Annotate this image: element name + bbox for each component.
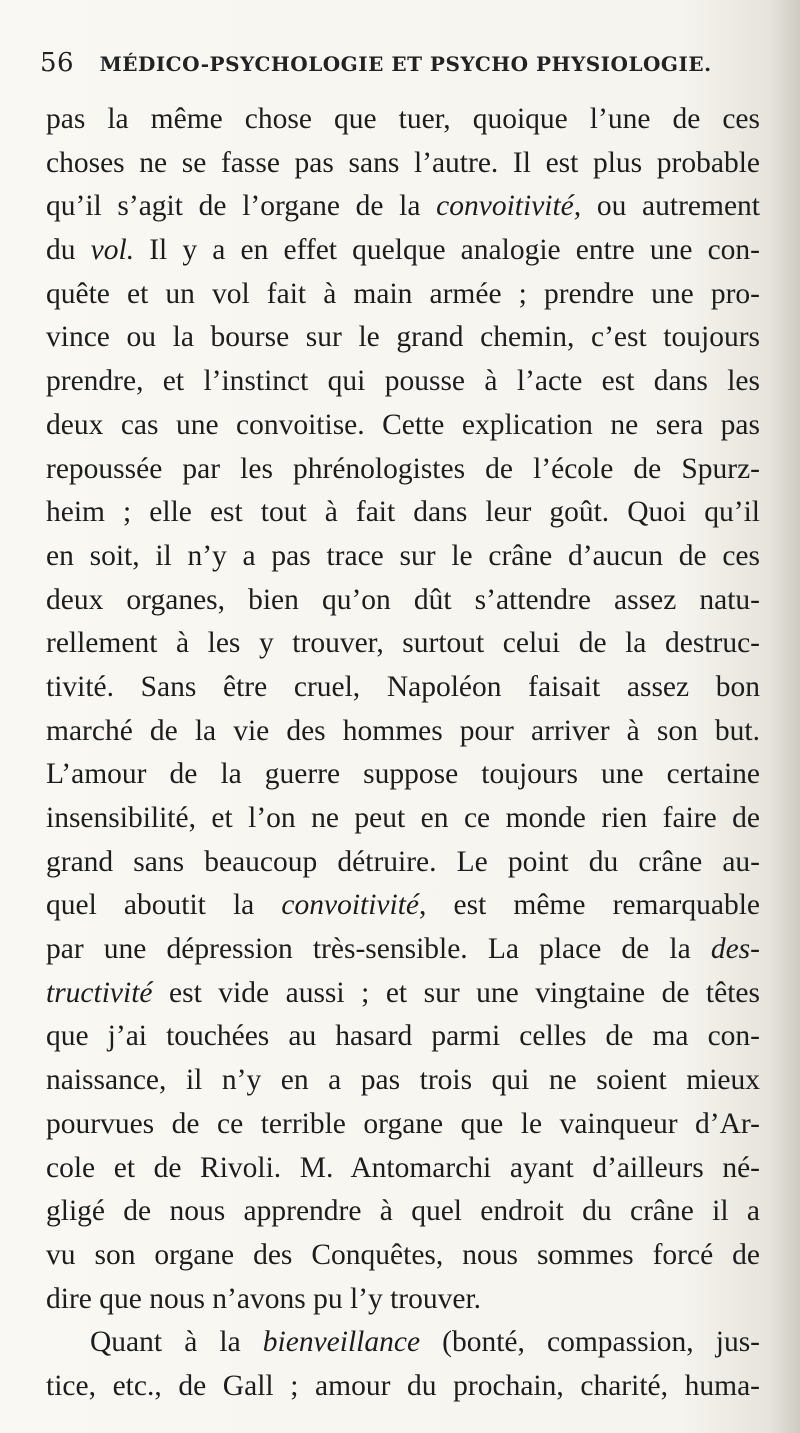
page-header <box>40 48 760 78</box>
running-title: MÉDICO-PSYCHOLOGIE ET PSYCHO PHYSIOLOGIE. <box>99 52 712 76</box>
text-line: marché de la vie des hommes pour arriver à son but. <box>46 714 760 747</box>
text-line: tructivité est vide aussi ; et sur une vingtaine de têtes <box>46 976 760 1009</box>
text-line: vince ou la bourse sur le grand chemin, c’est toujours <box>46 321 760 354</box>
text-line: L’amour de la guerre suppose toujours une certaine <box>46 758 760 791</box>
text-line: par une dépression très-sensible. La place de la des- <box>46 933 760 966</box>
text-line: choses ne se fasse pas sans l’autre. Il est plus probable <box>46 146 760 179</box>
text-line: vu son organe des Conquêtes, nous sommes forcé de <box>46 1238 760 1271</box>
text-line: grand sans beaucoup détruire. Le point du crâne au- <box>46 845 760 878</box>
text-line: tice, etc., de Gall ; amour du prochain, charité, huma- <box>46 1369 760 1402</box>
text-line: quel aboutit la convoitivité, est même remarquable <box>46 889 761 922</box>
text-line: en soit, il n’y a pas trace sur le crâne d’aucun de ces <box>46 539 760 572</box>
text-line: repoussée par les phrénologistes de l’école de Spurz- <box>46 452 760 485</box>
text-line: cole et de Rivoli. M. Antomarchi ayant d’ailleurs né- <box>46 1151 760 1184</box>
text-line: gligé de nous apprendre à quel endroit du crâne il a <box>46 1195 760 1228</box>
paragraph-end-line: dire que nous n’avons pu l’y trouver. <box>46 1282 482 1315</box>
text-line: tivité. Sans être cruel, Napoléon faisait assez bon <box>46 670 760 703</box>
text-line: heim ; elle est tout à fait dans leur goût. Quoi qu’il <box>46 496 760 529</box>
text-line: naissance, il n’y en a pas trois qui ne soient mieux <box>46 1064 760 1097</box>
text-line: que j’ai touchées au hasard parmi celles de ma con- <box>46 1020 760 1053</box>
text-line: rellement à les y trouver, surtout celui de la destruc- <box>46 627 760 660</box>
paragraph-start-line: Quant à la bienveillance (bonté, compassion, jus- <box>90 1326 760 1359</box>
text-line: qu’il s’agit de l’organe de la convoitivité, ou autrement <box>46 190 760 223</box>
text-line: deux cas une convoitise. Cette explication ne sera pas <box>46 408 760 441</box>
page-number: 56 <box>40 48 75 78</box>
text-line: du vol. Il y a en effet quelque analogie entre une con- <box>46 234 761 267</box>
text-line: pourvues de ce terrible organe que le vainqueur d’Ar- <box>46 1107 760 1140</box>
text-line: deux organes, bien qu’on dût s’attendre assez natu- <box>46 583 760 616</box>
text-line: insensibilité, et l’on ne peut en ce monde rien faire de <box>46 802 760 834</box>
body-text <box>46 98 760 1409</box>
text-line: quête et un vol fait à main armée ; prendre une pro- <box>46 277 760 310</box>
text-line: prendre, et l’instinct qui pousse à l’acte est dans les <box>46 365 760 398</box>
text-line: pas la même chose que tuer, quoique l’une de ces <box>46 103 760 135</box>
